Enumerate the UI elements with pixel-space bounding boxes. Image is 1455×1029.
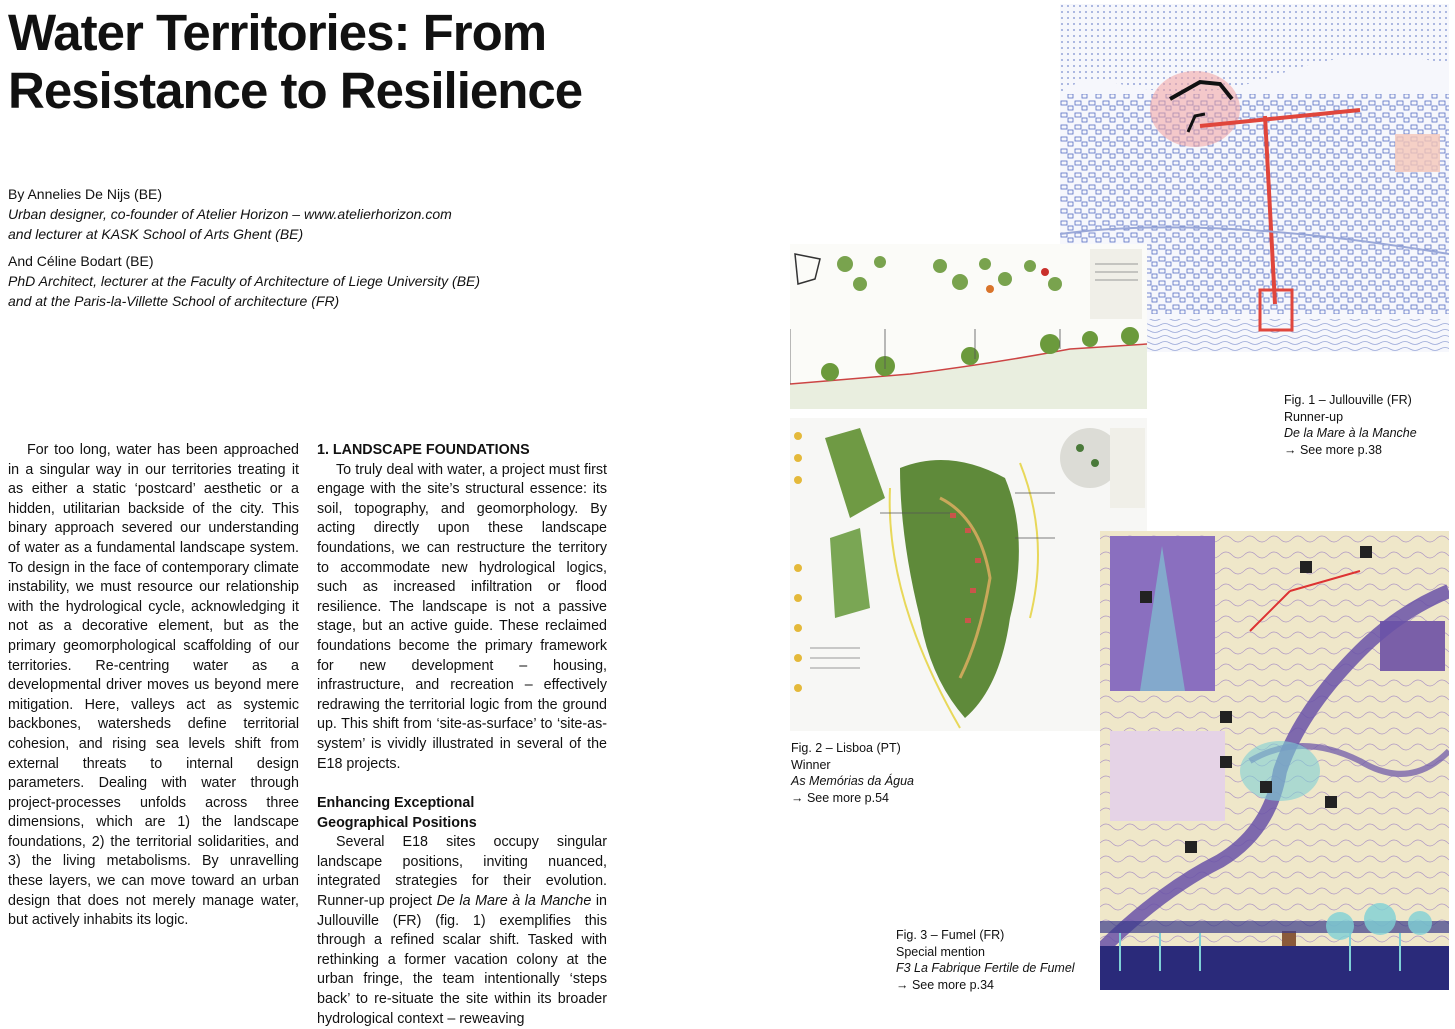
title-line-2: Resistance to Resilience [8, 62, 583, 119]
section-heading: 1. LANDSCAPE FOUNDATIONS [317, 442, 530, 458]
figure-project: De la Mare à la Manche [1284, 426, 1417, 440]
body-column-2 [317, 441, 607, 1029]
botanical-section-panel [790, 244, 1147, 409]
author-role: PhD Architect, lecturer at the Faculty of Architecture of Liege University (BE) [8, 273, 481, 289]
paragraph-text: Several E18 sites occupy singular landscape positions, inviting nuanced, integrated strategies for their evolution. Runner-up project [317, 834, 607, 910]
figure-label: Fig. 3 – Fumel (FR) [896, 928, 1005, 942]
author-role: and at the Paris-la-Villette School of architecture (FR) [8, 293, 340, 309]
subheading [317, 794, 607, 833]
figure-3-map [1100, 531, 1449, 990]
intro-paragraph: For too long, water has been approached in a singular way in our territories treating it as either a static ‘postcard’ aesthetic or a hidden, utilitarian backside of the city. This binary approach severed our understanding of water as a fundamental landscape system. To design in the face of contemporary climate instability, we must resource our relationship with the hydrological cycle, acknowledging it not as a decorative element, but as the primary geomorphological scaffolding of our territories. Re-centring water as a developmental driver moves us beyond mere mitigation. Here, valleys act as systemic backbones, watersheds define territorial cohesion, and rising sea levels shift from external threats to internal design parameters. Dealing with water through project-processes unfolds across three dimensions, which are 1) the landscape foundations, 2) the territorial solidarities, and 3) the living metabolisms. By unravelling these layers, we can move toward an urban design that does not merely manage water, but actively inhabits its logic. [8, 442, 299, 929]
figure-see-more-link[interactable]: → See more p.54 [791, 790, 889, 805]
figure-see-more-link[interactable]: → See more p.34 [896, 977, 994, 992]
figure-award: Special mention [896, 944, 985, 959]
figure-2-caption [791, 740, 914, 806]
paragraph: To truly deal with water, a project must first engage with the site’s structural essence: its soil, topography, and geomorphology. By acting directly upon these landscape foundations, we can restructure the territory to accommodate new hydrological logics, such as increased infiltration or flood resilience. The landscape is not a passive stage, but an active guide. These reclaimed foundations become the primary framework for new development – housing, infrastructure, and recreation – effectively redrawing the territorial logic from the ground up. This shift from ‘site-as-surface’ to ‘site-as-system’ is vividly illustrated in several of the E18 projects. [317, 461, 607, 772]
title-line-1: Water Territories: From [8, 4, 547, 61]
subheading-line-1: Enhancing Exceptional [317, 795, 475, 812]
article-title [8, 4, 582, 120]
figure-2-plan [790, 418, 1147, 731]
author-1 [8, 184, 452, 244]
author-name: By Annelies De Nijs (BE) [8, 186, 163, 202]
subheading-line-2: Geographical Positions [317, 814, 477, 831]
figure-label: Fig. 2 – Lisboa (PT) [791, 741, 901, 755]
figure-1-caption [1284, 392, 1417, 458]
author-name: And Céline Bodart (BE) [8, 253, 154, 269]
author-role: and lecturer at KASK School of Arts Ghent (BE) [8, 226, 304, 242]
body-column-1 [8, 441, 299, 931]
figure-award: Runner-up [1284, 409, 1344, 424]
figure-3-caption [896, 927, 1075, 993]
project-name: De la Mare à la Manche [436, 893, 592, 910]
figure-project: F3 La Fabrique Fertile de Fumel [896, 961, 1075, 975]
figure-see-more-link[interactable]: → See more p.38 [1284, 442, 1382, 457]
figure-project: As Memórias da Água [791, 774, 914, 788]
figure-award: Winner [791, 757, 831, 772]
author-role: Urban designer, co-founder of Atelier Horizon – www.atelierhorizon.com [8, 206, 452, 222]
paragraph-text: in Jullouville (FR) (fig. 1) exemplifies this through a refined scalar shift. Tasked with rethinking a former vacation colony at the urban fringe, the team intentionally ‘steps back’ to re-situate the site within its broader hydrological context – reweaving [317, 893, 607, 1027]
author-2 [8, 251, 480, 311]
figure-label: Fig. 1 – Jullouville (FR) [1284, 393, 1412, 407]
